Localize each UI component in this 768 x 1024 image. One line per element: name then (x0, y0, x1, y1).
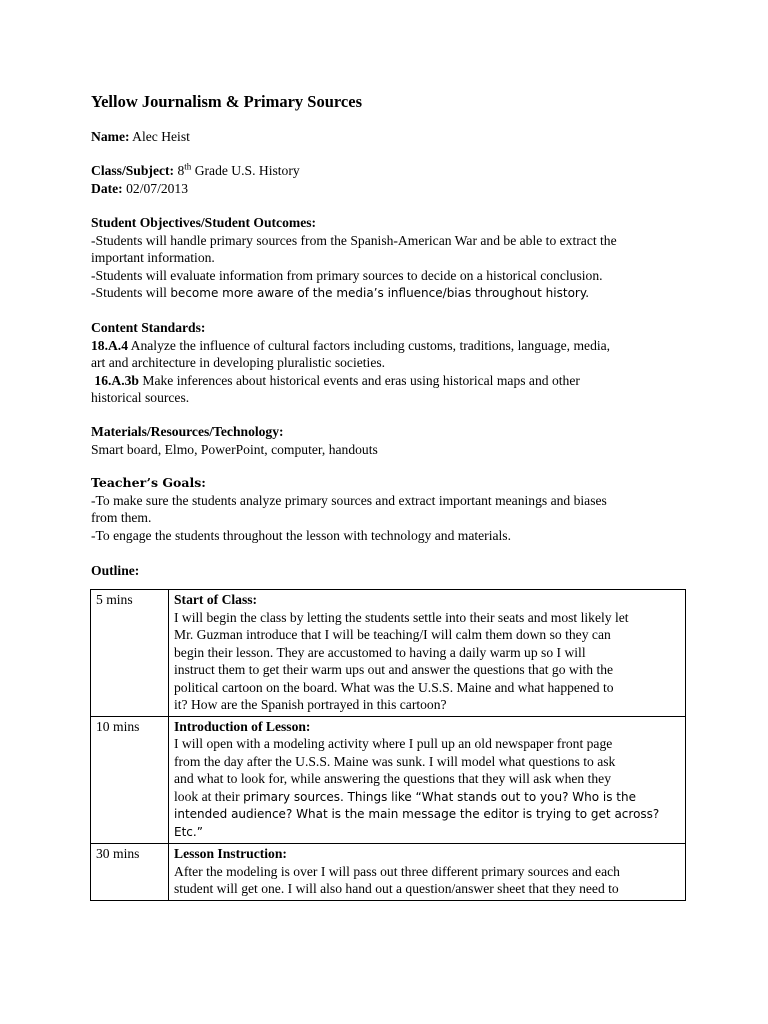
activity-line: student will get one. I will also hand out a question/answer sheet that they need to (174, 881, 619, 896)
activity-line-rest: primary sources. Things like “What stands out to you? Who is the (243, 789, 636, 804)
standard-code: 18.A.4 (91, 337, 129, 353)
outline-heading: Outline: (91, 563, 140, 578)
standard-text: Analyze the influence of cultural factors including customs, traditions, language, media, (128, 337, 611, 353)
activity-line: Etc.” (174, 824, 203, 839)
standard-code: 16.A.3b (94, 372, 139, 388)
content-standards-section (91, 319, 691, 407)
goal-line: -To engage the students throughout the lesson with technology and materials. (91, 527, 511, 543)
class-subject-value-pre: 8 (174, 163, 185, 178)
objective-line-start: -Students will (91, 285, 171, 300)
goal-line: -To make sure the students analyze primary sources and extract important meanings and biases (91, 492, 607, 508)
objective-line: important information. (91, 250, 215, 265)
activity-line: I will open with a modeling activity where I pull up an old newspaper front page (174, 736, 613, 751)
activity-cell (169, 590, 686, 717)
objective-line: -Students will handle primary sources from the Spanish-American War and be able to extract the (91, 232, 617, 248)
activity-line: begin their lesson. They are accustomed to having a daily warm up so I will (174, 644, 586, 660)
materials-text: Smart board, Elmo, PowerPoint, computer, handouts (91, 441, 378, 457)
class-subject-line (91, 162, 691, 180)
activity-line: it? How are the Spanish portrayed in this cartoon? (174, 697, 447, 712)
name-line (91, 128, 691, 146)
date-value: 02/07/2013 (122, 180, 189, 196)
activity-line-start: look at their (174, 788, 244, 804)
document-title: Yellow Journalism & Primary Sources (91, 92, 363, 111)
activity-cell (169, 844, 686, 901)
class-subject-value-post: Grade U.S. History (191, 163, 300, 178)
goals-heading: Teacher’s Goals: (91, 475, 206, 490)
objective-line (91, 284, 691, 303)
standard-line: art and architecture in developing pluralistic societies. (91, 355, 386, 370)
table-row (91, 716, 686, 844)
standard-line (91, 337, 691, 355)
activity-line: intended audience? What is the main message the editor is trying to get across? (174, 807, 660, 821)
standard-line: historical sources. (91, 390, 190, 405)
objectives-section (91, 214, 691, 303)
name-label: Name: (91, 129, 130, 144)
materials-heading: Materials/Resources/Technology: (91, 424, 284, 439)
activity-line (174, 788, 681, 807)
activity-line: and what to look for, while answering the questions that they will ask when they (174, 771, 612, 786)
class-subject-label: Class/Subject: (91, 163, 175, 178)
standard-text: Make inferences about historical events and eras using historical maps and other (138, 372, 580, 388)
teacher-goals-section (91, 474, 691, 544)
objective-line: -Students will evaluate information from primary sources to decide on a historical conclusion. (91, 267, 603, 283)
standards-heading: Content Standards: (91, 320, 206, 335)
activity-line: I will begin the class by letting the students settle into their seats and most likely let (174, 609, 629, 625)
activity-line: After the modeling is over I will pass out three different primary sources and each (174, 863, 620, 879)
date-line (91, 180, 691, 198)
activity-line: Mr. Guzman introduce that I will be teaching/I will calm them down so they can (174, 627, 611, 642)
objectives-heading: Student Objectives/Student Outcomes: (91, 215, 317, 230)
outline-table (90, 589, 686, 901)
activity-line: political cartoon on the board. What was the U.S.S. Maine and what happened to (174, 679, 614, 695)
activity-line: instruct them to get their warm ups out and answer the questions that go with the (174, 662, 614, 677)
objective-line-rest: become more aware of the media’s influence/bias throughout history. (170, 286, 590, 300)
table-row (91, 844, 686, 901)
activity-heading: Lesson Instruction: (174, 846, 287, 861)
activity-line: from the day after the U.S.S. Maine was sunk. I will model what questions to ask (174, 753, 616, 769)
time-cell: 30 mins (91, 844, 169, 901)
table-row (91, 590, 686, 717)
name-value: Alec Heist (129, 129, 190, 144)
activity-heading: Start of Class: (174, 592, 258, 607)
standard-line (91, 372, 691, 390)
time-cell: 10 mins (91, 716, 169, 844)
goal-line: from them. (91, 510, 152, 525)
materials-section (91, 423, 691, 458)
date-label: Date: (91, 180, 123, 196)
activity-heading: Introduction of Lesson: (174, 718, 311, 734)
class-date-section (91, 162, 691, 197)
class-subject-superscript: th (184, 161, 192, 172)
time-cell: 5 mins (91, 590, 169, 717)
activity-cell (169, 716, 686, 844)
